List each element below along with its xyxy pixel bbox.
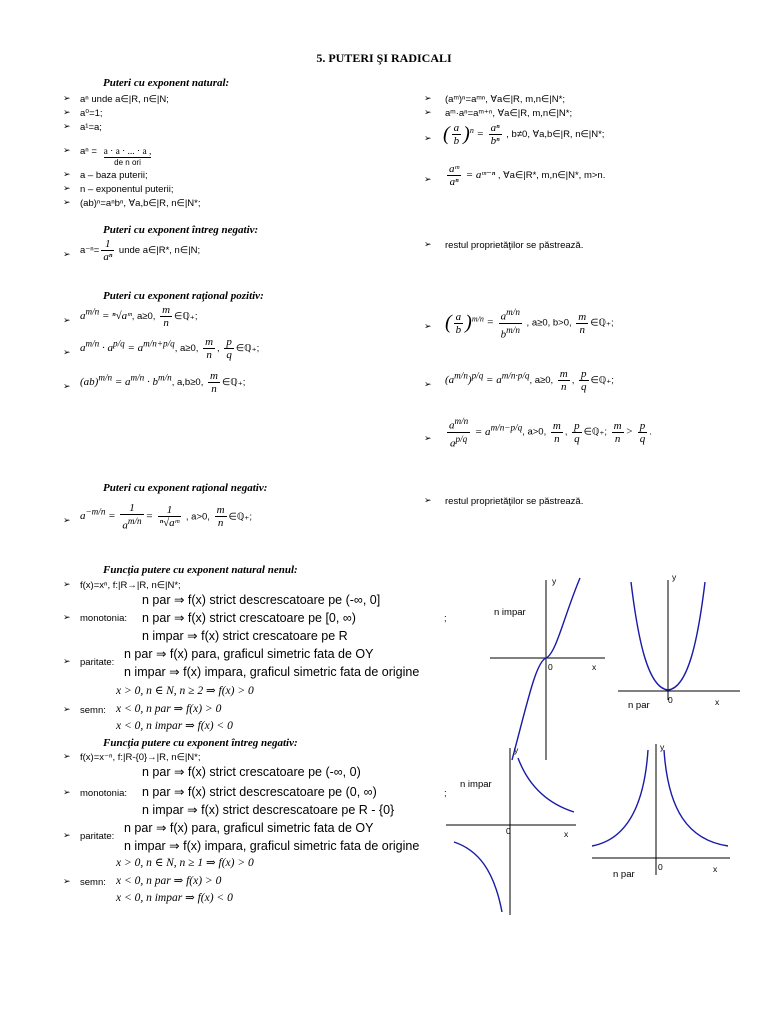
hyperbola-right-branch	[518, 758, 574, 812]
bullet-icon: ➢	[63, 752, 71, 762]
list-item: a⁰=1;	[80, 108, 103, 119]
bullet-icon: ➢	[424, 175, 432, 185]
mono-rule: n impar ⇒ f(x) strict crescatoare pe R	[142, 629, 348, 643]
x-axis-label: x	[592, 662, 597, 672]
paritate-label: paritate:	[80, 657, 115, 668]
section-natural: Puteri cu exponent natural:	[103, 77, 230, 89]
bullet-icon: ➢	[63, 657, 71, 667]
quotient-power-formula: ( $\frac{a}{b}$ )$^n$ = $\frac{\text{aⁿ}}{\text{bⁿ}}$ , b≠0, ∀a,b∈|R, n∈|N*;	[443, 122, 605, 147]
list-item: n – exponentul puterii;	[80, 184, 174, 195]
bullet-icon: ➢	[63, 382, 71, 392]
mono-rule: n par ⇒ f(x) strict descrescatoare pe (-∞, 0]	[142, 593, 381, 607]
parity-rule: n par ⇒ f(x) para, graficul simetric fata de OY	[124, 821, 374, 835]
origin-label: 0	[506, 826, 511, 836]
parity-rule: n par ⇒ f(x) para, graficul simetric fata de OY	[124, 647, 374, 661]
bullet-icon: ➢	[63, 250, 71, 260]
function-definition: f(x)=xⁿ, f:|R→|R, n∈|N*;	[80, 580, 181, 591]
bullet-icon: ➢	[424, 108, 432, 118]
bullet-icon: ➢	[63, 348, 71, 358]
section-rational-negativ: Puteri cu exponent raţional negativ:	[103, 482, 268, 494]
parity-rule: n impar ⇒ f(x) impara, graficul simetric fata de origine	[124, 665, 420, 679]
bullet-icon: ➢	[63, 788, 71, 798]
sign-rule: x > 0, n ∈ N, n ≥ 1 ⇒ f(x) > 0	[116, 857, 254, 869]
y-axis-label: y	[672, 572, 677, 582]
function-definition: f(x)=x⁻ⁿ, f:|R-{0}→|R, n∈|N*;	[80, 752, 201, 763]
quotient-formula: $\frac{\text{aᵐ}}{\text{aⁿ}}$ = aᵐ⁻ⁿ , ∀a∈|R*, m,n∈|N*, m>n.	[449, 163, 606, 188]
bullet-icon: ➢	[424, 434, 432, 444]
bullet-icon: ➢	[63, 184, 71, 194]
bullet-icon: ➢	[63, 108, 71, 118]
x-axis-label: x	[715, 697, 720, 707]
bullet-icon: ➢	[424, 134, 432, 144]
graph-label: n par	[613, 869, 635, 880]
under-brace-label: de n ori	[104, 157, 152, 167]
even-neg-curve-left	[592, 750, 648, 846]
bullet-icon: ➢	[63, 580, 71, 590]
list-item: restul proprietăţilor se păstrează.	[445, 240, 584, 251]
bullet-icon: ➢	[63, 94, 71, 104]
list-item: (aᵐ)ⁿ=aᵐⁿ, ∀a∈|R, m,n∈|N*;	[445, 94, 565, 105]
bullet-icon: ➢	[63, 198, 71, 208]
section-functia-natural: Funcţia putere cu exponent natural nenul:	[103, 564, 298, 576]
section-intreg-negativ: Puteri cu exponent întreg negativ:	[103, 224, 259, 236]
section-rational-pozitiv: Puteri cu exponent raţional pozitiv:	[103, 290, 264, 302]
bullet-icon: ➢	[63, 122, 71, 132]
bullet-icon: ➢	[424, 380, 432, 390]
bullet-icon: ➢	[424, 240, 432, 250]
sign-rule: x < 0, n par ⇒ f(x) > 0	[116, 875, 222, 887]
bullet-icon: ➢	[63, 316, 71, 326]
paritate-label: paritate:	[80, 831, 115, 842]
parity-rule: n impar ⇒ f(x) impara, graficul simetric fata de origine	[124, 839, 420, 853]
negative-exponent-def: a⁻ⁿ= $\frac{1}{\text{aⁿ}}$ unde a∈|R*, n∈|N;	[80, 238, 201, 263]
power-definition: aⁿ = a ⋅ a ⋅ ... ⋅ a , de n ori	[80, 146, 152, 167]
origin-label: 0	[548, 662, 553, 672]
monotonia-label: monotonia:	[80, 613, 128, 624]
list-item: a¹=a;	[80, 122, 102, 133]
bullet-icon: ➢	[63, 831, 71, 841]
sign-rule: x < 0, n par ⇒ f(x) > 0	[116, 703, 222, 715]
mono-rule: n par ⇒ f(x) strict descrescatoare pe (0, ∞)	[142, 785, 377, 799]
mono-rule: n impar ⇒ f(x) strict descrescatoare pe R - {0}	[142, 803, 395, 817]
mono-rule: n par ⇒ f(x) strict crescatoare pe [0, ∞)	[142, 611, 356, 625]
bullet-icon: ➢	[63, 146, 71, 156]
rational-formula-4: ( $\frac{a}{b}$ )$^{m/n}$ = $\frac{a^{m/n}}{b^{m/n}}$ , a≥0, b>0, $\frac{m}{n}$ ∈ℚ₊;	[445, 307, 614, 341]
monotonia-label: monotonia:	[80, 788, 128, 799]
rational-formula-6: $\frac{a^{m/n}}{a^{p/q}}$ = $a^{m/n-p/q}$, a>0, $\frac{m}{n}$ , $\frac{p}{q}$ ∈ℚ₊; $\frac{m}{n}$ > $\frac{p}{q}$ .	[449, 416, 652, 450]
x-axis-label: x	[564, 829, 569, 839]
rational-negative-formula: $a^{-m/n}$ = $\frac{1}{a^{m/n}}$ = $\frac{1}{\text{ⁿ√aᵐ}}$ , a>0, $\frac{m}{n}$ ∈ℚ₊;	[80, 502, 252, 532]
bullet-icon: ➢	[63, 705, 71, 715]
bullet-icon: ➢	[63, 170, 71, 180]
rational-formula-2: $a^{m/n} \cdot a^{p/q} = a^{m/n+p/q}$, a≥0, $\frac{m}{n}$ , $\frac{p}{q}$ ∈ℚ₊;	[80, 336, 260, 361]
semn-label: semn:	[80, 877, 106, 888]
sign-rule: x < 0, n impar ⇒ f(x) < 0	[116, 892, 233, 904]
hyperbola-left-branch	[454, 842, 502, 912]
y-axis-label: y	[514, 745, 519, 755]
page-title: 5. PUTERI ŞI RADICALI	[316, 51, 452, 65]
origin-label: 0	[668, 695, 673, 705]
section-functia-negativ: Funcţia putere cu exponent întreg negativ:	[103, 737, 298, 749]
list-item: aⁿ unde a∈|R, n∈|N;	[80, 94, 169, 105]
origin-label: 0	[658, 862, 663, 872]
rational-formula-1: $a^{m/n}$ = ⁿ√aᵐ, a≥0, $\frac{m}{n}$ ∈ℚ₊;	[80, 304, 198, 329]
list-item: restul proprietăţilor se păstrează.	[445, 496, 584, 507]
y-axis-label: y	[660, 742, 665, 752]
bullet-icon: ➢	[424, 94, 432, 104]
list-item: aᵐ·aⁿ=aᵐ⁺ⁿ, ∀a∈|R, m,n∈|N*;	[445, 108, 573, 119]
list-item: a – baza puterii;	[80, 170, 148, 181]
y-axis-label: y	[552, 576, 557, 586]
list-item: (ab)ⁿ=aⁿbⁿ, ∀a,b∈|R, n∈|N*;	[80, 198, 201, 209]
rational-formula-5: $(a^{m/n})^{p/q} = a^{m/n\cdot p/q}$, a≥0, $\frac{m}{n}$ , $\frac{p}{q}$ ∈ℚ₊;	[445, 368, 614, 393]
sign-rule: x < 0, n impar ⇒ f(x) < 0	[116, 720, 233, 732]
sign-rule: x > 0, n ∈ N, n ≥ 2 ⇒ f(x) > 0	[116, 685, 254, 697]
bullet-icon: ➢	[63, 877, 71, 887]
bullet-icon: ➢	[63, 613, 71, 623]
rational-formula-3: $(ab)^{m/n} = a^{m/n} \cdot b^{m/n}$, a,b≥0, $\frac{m}{n}$ ∈ℚ₊;	[80, 370, 246, 395]
graph-label: n impar	[494, 607, 526, 618]
graph-label: n par	[628, 700, 650, 711]
mono-rule: n par ⇒ f(x) strict crescatoare pe (-∞, 0)	[142, 765, 361, 779]
bullet-icon: ➢	[63, 516, 71, 526]
even-neg-curve-right	[664, 750, 728, 846]
bullet-icon: ➢	[424, 496, 432, 506]
x-axis-label: x	[713, 864, 718, 874]
bullet-icon: ➢	[424, 322, 432, 332]
semn-label: semn:	[80, 705, 106, 716]
graph-label: n impar	[460, 779, 492, 790]
